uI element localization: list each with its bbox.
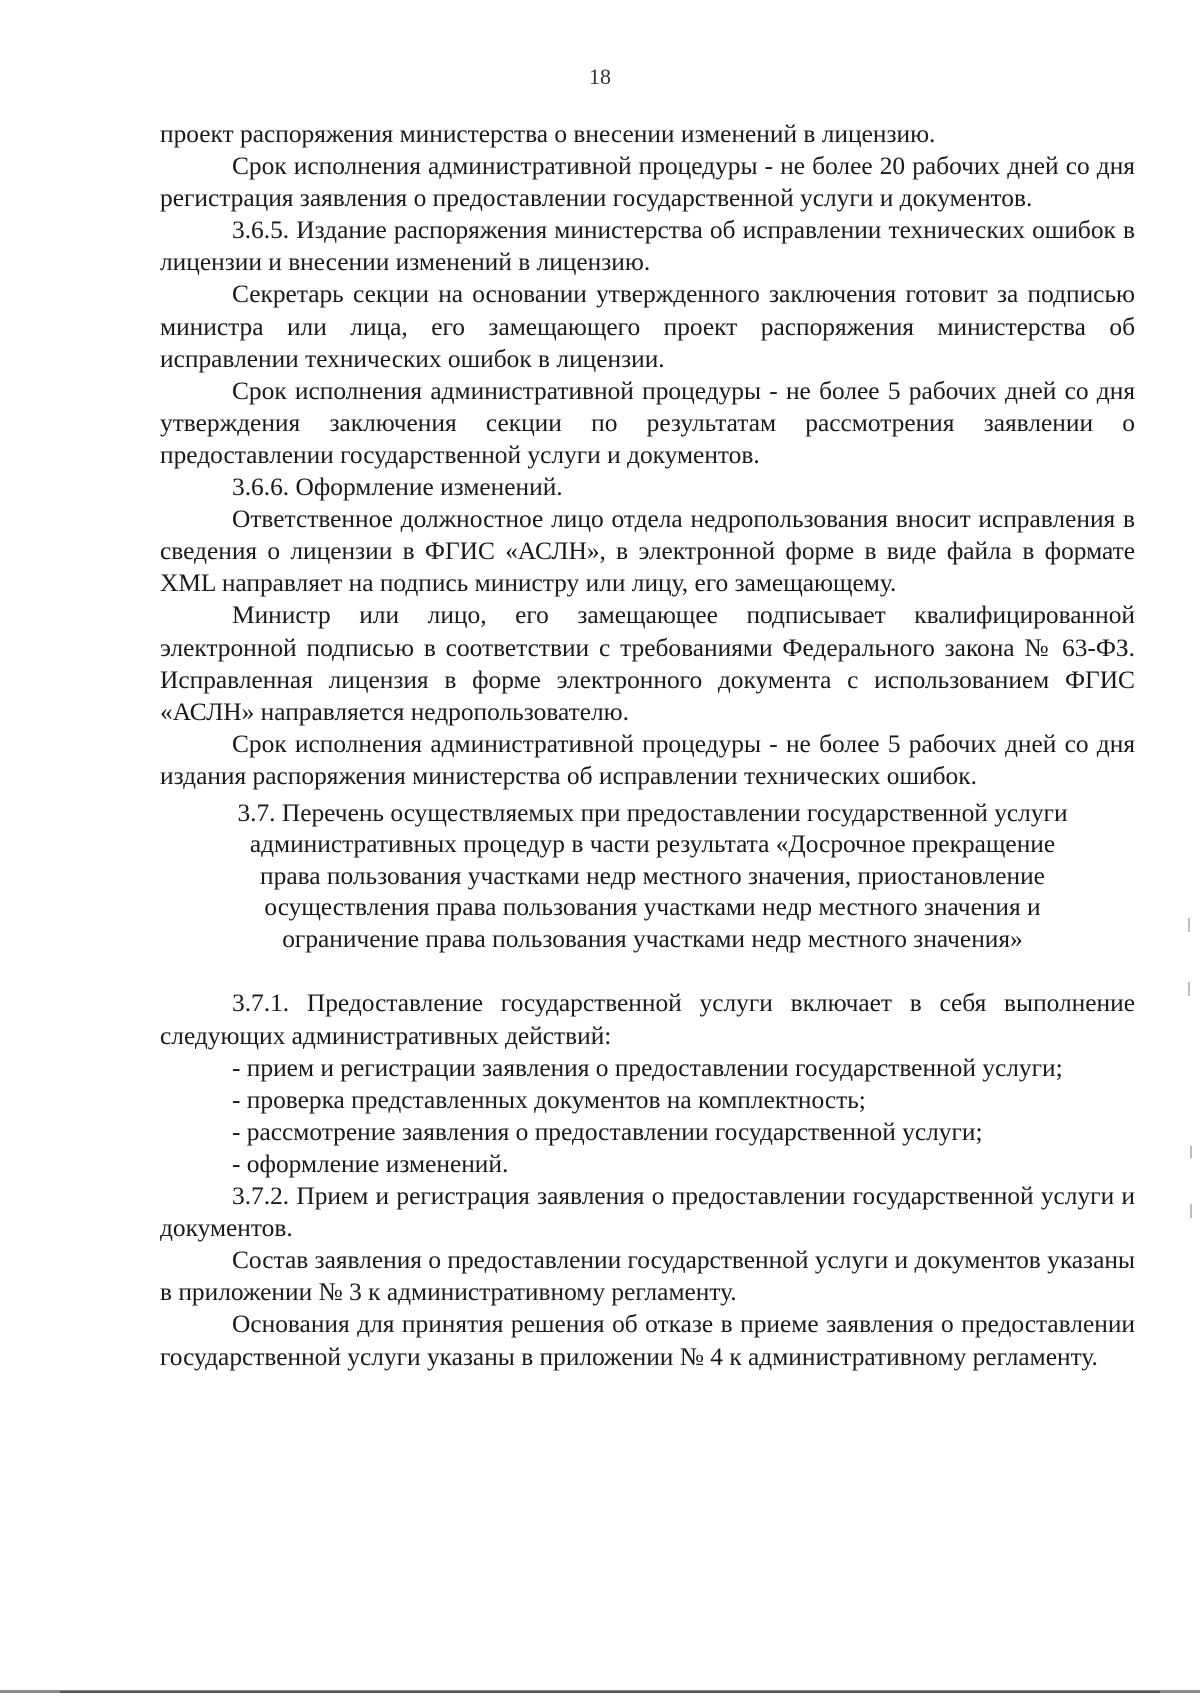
clause-heading: 3.6.5. Издание распоряжения министерства об исправлении технических ошибок в лицензии и внесении изменений в лицензию. (160, 216, 1135, 277)
paragraph: Срок исполнения административной процедуры - не более 20 рабочих дней со дня регистрация заявления о предоставлении государственной услуги и документов. (160, 152, 1135, 213)
scan-artifact (1190, 1146, 1192, 1158)
paragraph: проект распоряжения министерства о внесении изменений в лицензию. (160, 120, 936, 148)
paragraph: Состав заявления о предоставлении государственной услуги и документов указаны в приложении № 3 к административному регламенту. (160, 1246, 1135, 1307)
clause-heading: 3.7.2. Прием и регистрация заявления о предоставлении государственной услуги и документов. (160, 1182, 1135, 1243)
list-item: - прием и регистрации заявления о предоставлении государственной услуги; (232, 1053, 1063, 1082)
scan-artifact (1190, 1204, 1192, 1218)
section-heading: 3.7. Перечень осуществляемых при предоставлении государственной услуги административных процедур в части результата «Досрочное прекращение права пользования участками недр местного значения, приостановление осуществления права пользования участками недр местного значения и ограничение права пользования участками недр местного значения» (237, 798, 1068, 953)
clause-heading: 3.7.1. Предоставление государственной услуги включает в себя выполнение следующих административных действий: (160, 989, 1135, 1050)
page-number: 18 (589, 64, 611, 89)
scan-artifact (1188, 982, 1190, 996)
paragraph: Ответственное должностное лицо отдела недропользования вносит исправления в сведения о лицензии в ФГИС «АСЛН», в электронной форме в виде файла в формате XML направляет на подпись министру или лицу, его замещающему. (160, 505, 1135, 598)
paragraph: Министр или лицо, его замещающее подписывает квалифицированной электронной подписью в соответствии с требованиями Федерального закона № 63-ФЗ. Исправленная лицензия в форме электронного документа с использованием ФГИС «АСЛН» направляется недропользователю. (160, 601, 1135, 726)
paragraph: Секретарь секции на основании утвержденного заключения готовит за подписью министра или лица, его замещающего проект распоряжения министерства об исправлении технических ошибок в лицензии. (160, 280, 1135, 373)
list-item: - рассмотрение заявления о предоставлении государственной услуги; (232, 1117, 983, 1146)
section-spacer (160, 955, 1135, 987)
paragraph: Срок исполнения административной процедуры - не более 5 рабочих дней со дня издания распоряжения министерства об исправлении технических ошибок. (160, 729, 1135, 790)
paragraph: Срок исполнения административной процедуры - не более 5 рабочих дней со дня утверждения заключения секции по результатам рассмотрения заявлении о предоставлении государственной услуги и документов. (160, 376, 1135, 469)
scan-artifact (1188, 918, 1190, 932)
list-item: - проверка представленных документов на комплектность; (232, 1085, 866, 1114)
document-body (160, 118, 1135, 1373)
clause-heading: 3.6.6. Оформление изменений. (232, 473, 563, 502)
scan-edge (60, 1691, 1160, 1693)
list-item: - оформление изменений. (232, 1149, 509, 1178)
paragraph: Основания для принятия решения об отказе в приеме заявления о предоставлении государственной услуги указаны в приложении № 4 к административному регламенту. (160, 1310, 1135, 1371)
